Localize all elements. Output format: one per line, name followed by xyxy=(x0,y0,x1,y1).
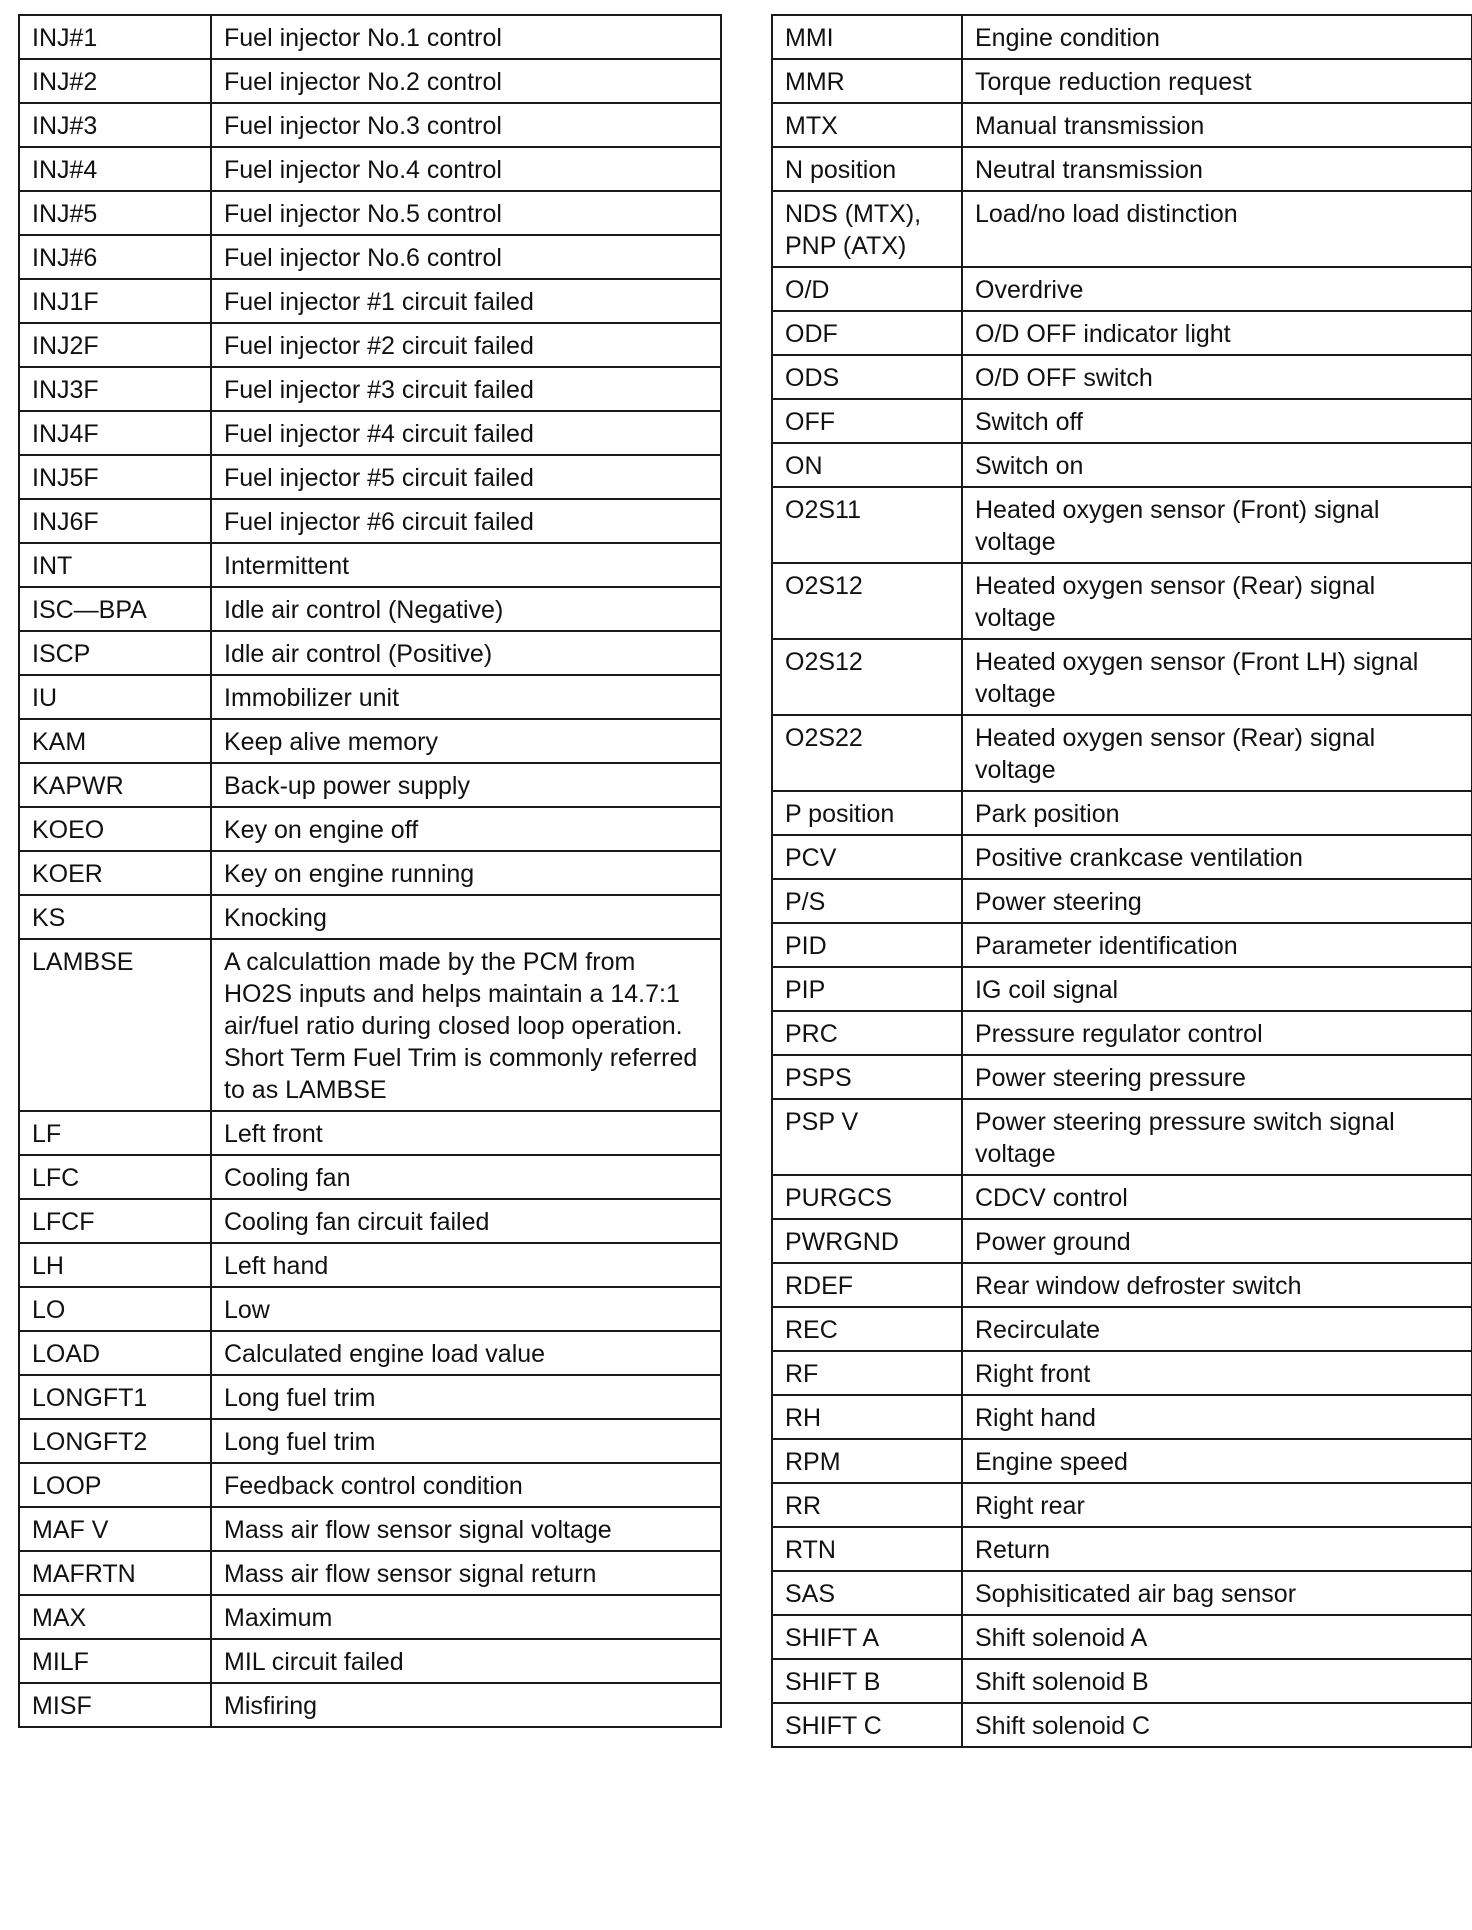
table-row xyxy=(19,1595,721,1639)
description-cell: Rear window defroster switch xyxy=(962,1263,1472,1307)
table-row xyxy=(772,399,1472,443)
abbreviation-cell: PWRGND xyxy=(772,1219,962,1263)
abbreviation-cell: INJ2F xyxy=(19,323,211,367)
abbreviation-cell: ISCP xyxy=(19,631,211,675)
abbreviation-cell: LONGFT2 xyxy=(19,1419,211,1463)
description-cell: Parameter identification xyxy=(962,923,1472,967)
abbreviation-cell: INT xyxy=(19,543,211,587)
table-row xyxy=(772,443,1472,487)
abbreviation-cell: N position xyxy=(772,147,962,191)
abbreviation-cell: LOAD xyxy=(19,1331,211,1375)
table-row xyxy=(772,1395,1472,1439)
abbreviation-cell: PRC xyxy=(772,1011,962,1055)
table-row xyxy=(772,15,1472,59)
abbreviation-cell: RF xyxy=(772,1351,962,1395)
description-cell: Fuel injector No.6 control xyxy=(211,235,721,279)
table-row xyxy=(772,59,1472,103)
description-cell: Right rear xyxy=(962,1483,1472,1527)
description-cell: Switch off xyxy=(962,399,1472,443)
table-row xyxy=(19,1243,721,1287)
table-row xyxy=(19,763,721,807)
table-row xyxy=(772,1439,1472,1483)
description-cell: Right front xyxy=(962,1351,1472,1395)
abbreviation-cell: KOEO xyxy=(19,807,211,851)
abbreviation-cell: INJ5F xyxy=(19,455,211,499)
abbreviation-cell: INJ#3 xyxy=(19,103,211,147)
abbreviation-cell: INJ#2 xyxy=(19,59,211,103)
description-cell: Key on engine off xyxy=(211,807,721,851)
description-cell: Shift solenoid C xyxy=(962,1703,1472,1747)
table-row xyxy=(772,311,1472,355)
description-cell: Fuel injector #6 circuit failed xyxy=(211,499,721,543)
description-cell: Fuel injector #2 circuit failed xyxy=(211,323,721,367)
description-cell: Cooling fan circuit failed xyxy=(211,1199,721,1243)
table-row xyxy=(19,1375,721,1419)
table-row xyxy=(772,1615,1472,1659)
table-row xyxy=(772,835,1472,879)
abbreviation-cell: INJ6F xyxy=(19,499,211,543)
table-row xyxy=(19,1199,721,1243)
description-cell: IG coil signal xyxy=(962,967,1472,1011)
table-row xyxy=(772,1571,1472,1615)
table-row xyxy=(772,1011,1472,1055)
table-row xyxy=(772,563,1472,639)
abbreviation-cell: SAS xyxy=(772,1571,962,1615)
table-row xyxy=(19,147,721,191)
abbreviation-cell: MISF xyxy=(19,1683,211,1727)
description-cell: Fuel injector No.5 control xyxy=(211,191,721,235)
abbreviation-cell: MTX xyxy=(772,103,962,147)
abbreviation-cell: LFCF xyxy=(19,1199,211,1243)
table-row xyxy=(772,967,1472,1011)
description-cell: Park position xyxy=(962,791,1472,835)
description-cell: Power steering pressure switch signal voltage xyxy=(962,1099,1472,1175)
table-row xyxy=(19,807,721,851)
description-cell: Key on engine running xyxy=(211,851,721,895)
abbreviation-table-left xyxy=(18,14,722,1728)
description-cell: Idle air control (Negative) xyxy=(211,587,721,631)
abbreviation-cell: REC xyxy=(772,1307,962,1351)
table-row xyxy=(19,1683,721,1727)
abbreviation-cell: INJ#5 xyxy=(19,191,211,235)
abbreviation-cell: LO xyxy=(19,1287,211,1331)
description-cell: MIL circuit failed xyxy=(211,1639,721,1683)
description-cell: Positive crankcase ventilation xyxy=(962,835,1472,879)
table-row xyxy=(772,355,1472,399)
description-cell: CDCV control xyxy=(962,1175,1472,1219)
abbreviation-cell: ODF xyxy=(772,311,962,355)
description-cell: Misfiring xyxy=(211,1683,721,1727)
table-row xyxy=(772,147,1472,191)
table-row xyxy=(19,1507,721,1551)
description-cell: Overdrive xyxy=(962,267,1472,311)
abbreviation-cell: MMR xyxy=(772,59,962,103)
abbreviation-cell: LFC xyxy=(19,1155,211,1199)
description-cell: Heated oxygen sensor (Front) signal voltage xyxy=(962,487,1472,563)
description-cell: Engine speed xyxy=(962,1439,1472,1483)
abbreviation-cell: ISC—BPA xyxy=(19,587,211,631)
table-row xyxy=(19,543,721,587)
abbreviation-cell: ON xyxy=(772,443,962,487)
abbreviation-cell: INJ#1 xyxy=(19,15,211,59)
abbreviation-cell: INJ#4 xyxy=(19,147,211,191)
table-row xyxy=(19,455,721,499)
table-row xyxy=(19,587,721,631)
table-row xyxy=(772,1219,1472,1263)
table-row xyxy=(772,191,1472,267)
abbreviation-cell: INJ#6 xyxy=(19,235,211,279)
description-cell: Mass air flow sensor signal return xyxy=(211,1551,721,1595)
table-row xyxy=(19,411,721,455)
abbreviation-cell: RDEF xyxy=(772,1263,962,1307)
description-cell: Cooling fan xyxy=(211,1155,721,1199)
description-cell: Neutral transmission xyxy=(962,147,1472,191)
description-cell: Fuel injector #3 circuit failed xyxy=(211,367,721,411)
description-cell: Engine condition xyxy=(962,15,1472,59)
description-cell: Fuel injector #4 circuit failed xyxy=(211,411,721,455)
table-row xyxy=(19,235,721,279)
table-row xyxy=(19,895,721,939)
description-cell: Right hand xyxy=(962,1395,1472,1439)
table-row xyxy=(772,1055,1472,1099)
description-cell: Manual transmission xyxy=(962,103,1472,147)
abbreviation-cell: LF xyxy=(19,1111,211,1155)
table-row xyxy=(19,1155,721,1199)
table-row xyxy=(19,719,721,763)
abbreviation-cell: MAF V xyxy=(19,1507,211,1551)
description-cell: Recirculate xyxy=(962,1307,1472,1351)
description-cell: Power steering pressure xyxy=(962,1055,1472,1099)
description-cell: Fuel injector No.4 control xyxy=(211,147,721,191)
abbreviation-cell: RR xyxy=(772,1483,962,1527)
description-cell: Heated oxygen sensor (Rear) signal voltage xyxy=(962,715,1472,791)
abbreviation-cell: KAPWR xyxy=(19,763,211,807)
description-cell: Long fuel trim xyxy=(211,1375,721,1419)
description-cell: Fuel injector #1 circuit failed xyxy=(211,279,721,323)
abbreviation-cell: PURGCS xyxy=(772,1175,962,1219)
description-cell: Shift solenoid A xyxy=(962,1615,1472,1659)
abbreviation-cell: O2S11 xyxy=(772,487,962,563)
table-row xyxy=(772,1307,1472,1351)
abbreviation-cell: PID xyxy=(772,923,962,967)
description-cell: Mass air flow sensor signal voltage xyxy=(211,1507,721,1551)
table-row xyxy=(19,1287,721,1331)
table-row xyxy=(19,1463,721,1507)
description-cell: Keep alive memory xyxy=(211,719,721,763)
abbreviation-cell: O/D xyxy=(772,267,962,311)
abbreviation-cell: O2S12 xyxy=(772,639,962,715)
table-row xyxy=(772,1351,1472,1395)
abbreviation-cell: PSP V xyxy=(772,1099,962,1175)
description-cell: Maximum xyxy=(211,1595,721,1639)
abbreviation-cell: MILF xyxy=(19,1639,211,1683)
abbreviation-cell: ODS xyxy=(772,355,962,399)
table-row xyxy=(772,639,1472,715)
abbreviation-cell: RPM xyxy=(772,1439,962,1483)
table-row xyxy=(19,15,721,59)
table-row xyxy=(19,367,721,411)
right-table-body xyxy=(772,15,1472,1747)
abbreviation-cell: KOER xyxy=(19,851,211,895)
table-row xyxy=(19,279,721,323)
table-row xyxy=(19,323,721,367)
abbreviation-cell: KS xyxy=(19,895,211,939)
table-row xyxy=(19,675,721,719)
table-row xyxy=(772,1175,1472,1219)
description-cell: Calculated engine load value xyxy=(211,1331,721,1375)
table-row xyxy=(772,1703,1472,1747)
table-row xyxy=(19,191,721,235)
table-row xyxy=(772,1659,1472,1703)
description-cell: Feedback control condition xyxy=(211,1463,721,1507)
abbreviation-cell: SHIFT C xyxy=(772,1703,962,1747)
description-cell: Heated oxygen sensor (Front LH) signal voltage xyxy=(962,639,1472,715)
description-cell: A calculattion made by the PCM from HO2S inputs and helps maintain a 14.7:1 air/fuel ratio during closed loop operation. Short Term Fuel Trim is commonly referred to as LAMBSE xyxy=(211,939,721,1111)
description-cell: Fuel injector No.3 control xyxy=(211,103,721,147)
abbreviation-cell: OFF xyxy=(772,399,962,443)
abbreviation-cell: P position xyxy=(772,791,962,835)
table-row xyxy=(19,1639,721,1683)
abbreviation-cell: INJ4F xyxy=(19,411,211,455)
table-row xyxy=(19,1419,721,1463)
abbreviation-cell: P/S xyxy=(772,879,962,923)
description-cell: O/D OFF indicator light xyxy=(962,311,1472,355)
abbreviation-table-right xyxy=(771,14,1472,1748)
description-cell: Torque reduction request xyxy=(962,59,1472,103)
abbreviation-cell: MMI xyxy=(772,15,962,59)
table-row xyxy=(19,851,721,895)
table-row xyxy=(19,103,721,147)
abbreviation-cell: PIP xyxy=(772,967,962,1011)
abbreviation-cell: LONGFT1 xyxy=(19,1375,211,1419)
table-row xyxy=(19,939,721,1111)
description-cell: Knocking xyxy=(211,895,721,939)
abbreviation-cell: PCV xyxy=(772,835,962,879)
abbreviation-cell: LH xyxy=(19,1243,211,1287)
table-row xyxy=(19,631,721,675)
abbreviation-cell: O2S22 xyxy=(772,715,962,791)
abbreviation-cell: INJ3F xyxy=(19,367,211,411)
table-row xyxy=(772,791,1472,835)
table-row xyxy=(19,499,721,543)
table-row xyxy=(19,1111,721,1155)
description-cell: Heated oxygen sensor (Rear) signal voltage xyxy=(962,563,1472,639)
description-cell: Power steering xyxy=(962,879,1472,923)
description-cell: Left front xyxy=(211,1111,721,1155)
description-cell: Immobilizer unit xyxy=(211,675,721,719)
description-cell: Switch on xyxy=(962,443,1472,487)
description-cell: O/D OFF switch xyxy=(962,355,1472,399)
abbreviation-cell: PSPS xyxy=(772,1055,962,1099)
abbreviation-cell: RTN xyxy=(772,1527,962,1571)
abbreviation-cell: LAMBSE xyxy=(19,939,211,1111)
table-row xyxy=(19,59,721,103)
abbreviation-cell: MAX xyxy=(19,1595,211,1639)
abbreviation-cell: LOOP xyxy=(19,1463,211,1507)
description-cell: Load/no load distinction xyxy=(962,191,1472,267)
abbreviation-cell: MAFRTN xyxy=(19,1551,211,1595)
table-row xyxy=(772,1483,1472,1527)
abbreviation-cell: INJ1F xyxy=(19,279,211,323)
table-row xyxy=(772,1527,1472,1571)
abbreviation-cell: O2S12 xyxy=(772,563,962,639)
abbreviation-cell: NDS (MTX), PNP (ATX) xyxy=(772,191,962,267)
description-cell: Idle air control (Positive) xyxy=(211,631,721,675)
table-row xyxy=(772,923,1472,967)
description-cell: Pressure regulator control xyxy=(962,1011,1472,1055)
description-cell: Return xyxy=(962,1527,1472,1571)
table-row xyxy=(772,715,1472,791)
table-row xyxy=(772,103,1472,147)
abbreviation-cell: SHIFT A xyxy=(772,1615,962,1659)
abbreviation-cell: SHIFT B xyxy=(772,1659,962,1703)
table-row xyxy=(772,1099,1472,1175)
table-row xyxy=(772,1263,1472,1307)
table-row xyxy=(772,267,1472,311)
description-cell: Power ground xyxy=(962,1219,1472,1263)
description-cell: Intermittent xyxy=(211,543,721,587)
table-row xyxy=(19,1331,721,1375)
abbreviation-cell: RH xyxy=(772,1395,962,1439)
abbreviation-cell: IU xyxy=(19,675,211,719)
table-row xyxy=(772,487,1472,563)
description-cell: Fuel injector No.1 control xyxy=(211,15,721,59)
description-cell: Long fuel trim xyxy=(211,1419,721,1463)
description-cell: Back-up power supply xyxy=(211,763,721,807)
description-cell: Sophisiticated air bag sensor xyxy=(962,1571,1472,1615)
description-cell: Low xyxy=(211,1287,721,1331)
description-cell: Fuel injector #5 circuit failed xyxy=(211,455,721,499)
table-row xyxy=(772,879,1472,923)
description-cell: Fuel injector No.2 control xyxy=(211,59,721,103)
description-cell: Left hand xyxy=(211,1243,721,1287)
abbreviation-cell: KAM xyxy=(19,719,211,763)
table-row xyxy=(19,1551,721,1595)
left-table-body xyxy=(19,15,721,1727)
description-cell: Shift solenoid B xyxy=(962,1659,1472,1703)
